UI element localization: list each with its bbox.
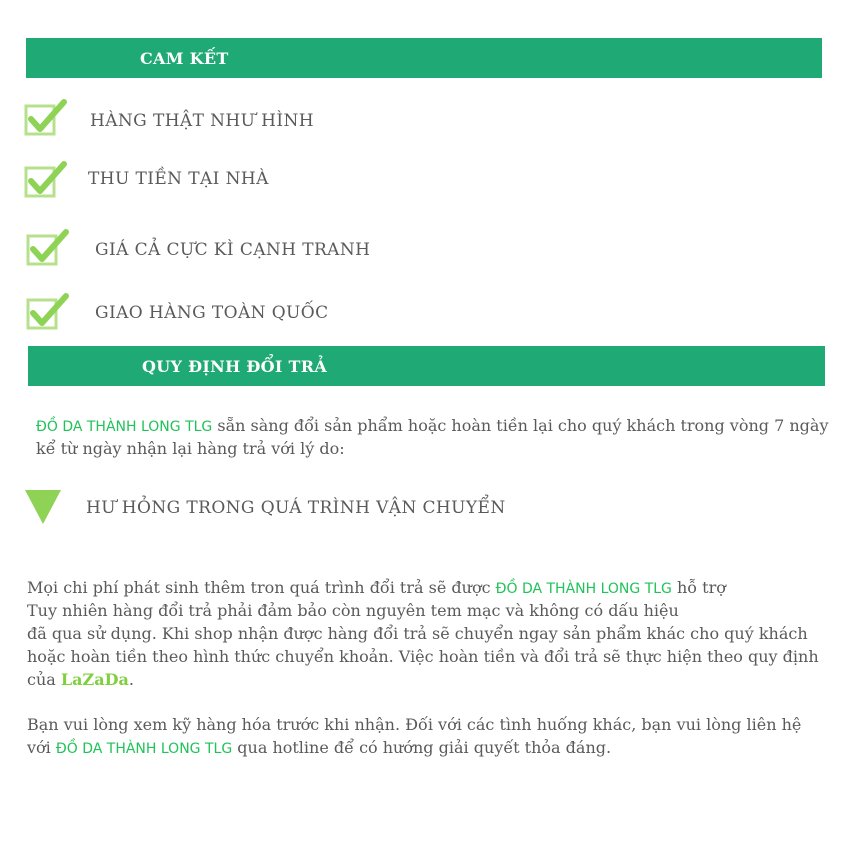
- commitment-item-label: GIÁ CẢ CỰC KÌ CẠNH TRANH: [95, 240, 371, 260]
- details-line-2: Tuy nhiên hàng đổi trả phải đảm bảo còn nguyên tem mạc và không có dấu hiệu: [27, 601, 679, 620]
- commitment-item-label: GIAO HÀNG TOÀN QUỐC: [95, 303, 329, 323]
- details-text: của: [27, 670, 56, 689]
- details-line-1: [27, 576, 726, 601]
- details-line-3: đã qua sử dụng. Khi shop nhận được hàng đổi trả sẽ chuyển ngay sản phẩm khác cho quý khách: [27, 624, 808, 643]
- return-reason-label: HƯ HỎNG TRONG QUÁ TRÌNH VẬN CHUYỂN: [86, 498, 506, 518]
- intro-text: sẵn sàng đổi sản phẩm hoặc hoàn tiền lại cho quý khách trong vòng 7 ngày: [217, 416, 829, 435]
- details-line-5: [27, 668, 134, 691]
- lazada-brand: LaZaDa: [60, 670, 129, 689]
- down-triangle-icon: [25, 490, 61, 524]
- brand-name: ĐỒ DA THÀNH LONG TLG: [55, 741, 233, 757]
- commitment-header: [26, 38, 822, 78]
- checkbox-check-icon: [26, 292, 72, 334]
- checkbox-check-icon: [26, 228, 72, 270]
- contact-line-1: Bạn vui lòng xem kỹ hàng hóa trước khi nhận. Đối với các tình huống khác, bạn vui lòng liên hệ: [27, 715, 802, 734]
- intro-line-2: kể từ ngày nhận lại hàng trả với lý do:: [36, 439, 345, 458]
- details-text: Mọi chi phí phát sinh thêm tron quá trình đổi trả sẽ được: [27, 578, 491, 597]
- return-policy-header: [28, 346, 825, 386]
- details-text: .: [128, 670, 134, 689]
- brand-name: ĐỒ DA THÀNH LONG TLG: [36, 419, 213, 435]
- details-text: hỗ trợ: [677, 578, 726, 597]
- commitment-item-label: HÀNG THẬT NHƯ HÌNH: [90, 111, 315, 131]
- checkbox-check-icon: [24, 160, 70, 202]
- contact-text: với: [27, 738, 51, 757]
- brand-name: ĐỒ DA THÀNH LONG TLG: [495, 581, 672, 597]
- commitment-title: CAM KẾT: [140, 48, 229, 68]
- contact-line-2: [27, 736, 611, 761]
- commitment-item-label: THU TIỀN TẠI NHÀ: [88, 169, 269, 189]
- contact-text: qua hotline để có hướng giải quyết thỏa đáng.: [237, 738, 612, 757]
- intro-line-1: [36, 414, 829, 439]
- details-line-4: hoặc hoàn tiền theo hình thức chuyển khoản. Việc hoàn tiền và đổi trả sẽ thực hiện theo quy định: [27, 647, 819, 666]
- return-policy-title: QUY ĐỊNH ĐỔI TRẢ: [142, 356, 328, 376]
- checkbox-check-icon: [24, 98, 70, 140]
